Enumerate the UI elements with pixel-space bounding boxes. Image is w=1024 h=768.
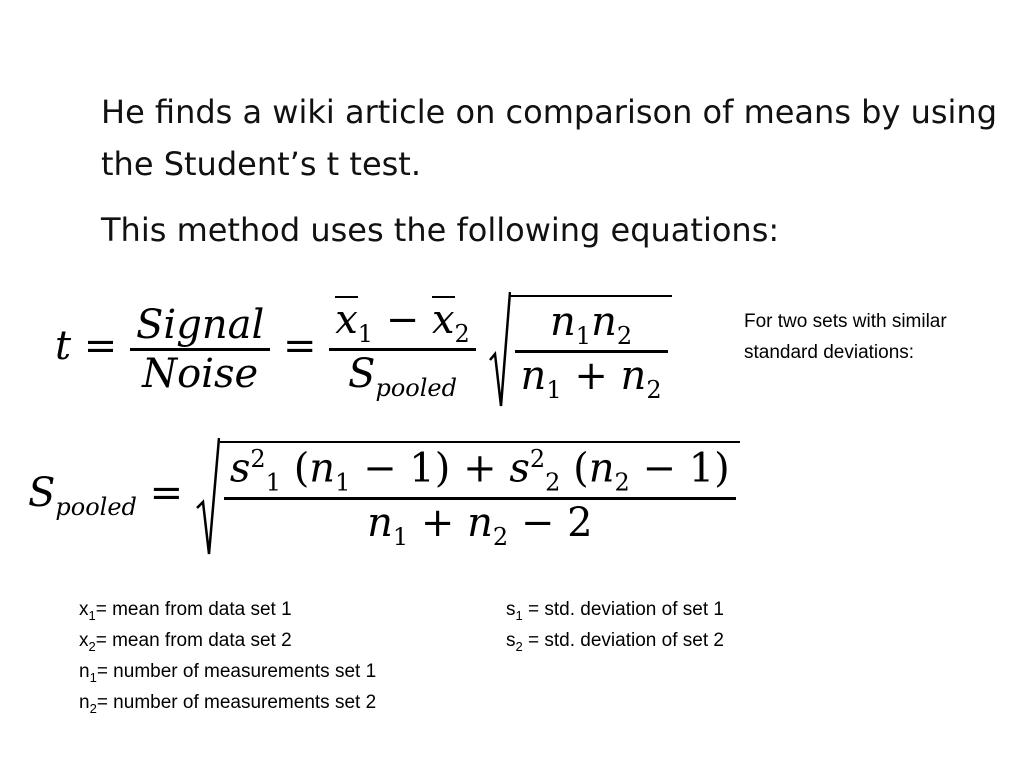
equals-sign: = — [83, 323, 118, 369]
n-fraction: $\frac{n_1n_2}{n_1 + n_2}$ — [515, 299, 668, 404]
noise-term: Noise — [142, 350, 259, 397]
variable-definitions-right — [506, 594, 724, 656]
sqrt-body — [511, 295, 672, 404]
equals-sign: = — [282, 323, 317, 369]
sqrt-term — [196, 436, 740, 556]
equals-sign: = — [149, 470, 184, 516]
mean-difference: $x_1 - x_2$ — [329, 296, 476, 351]
definition-item: $x_1=$ mean from data set 1 — [79, 599, 292, 623]
definition-item: $s_2$ = std. deviation of set 2 — [506, 630, 724, 654]
definition-item: $n_2=$ number of measurements set 2 — [79, 692, 377, 716]
x-bar: x — [335, 297, 358, 343]
sqrt-term — [489, 290, 672, 408]
t-symbol: t — [55, 323, 72, 369]
definition-item: $x_2=$ mean from data set 2 — [79, 630, 292, 654]
similar-std-note: For two sets with similar standard deviations: — [744, 311, 947, 363]
variable-definitions-left — [79, 594, 376, 718]
definition-item: $n_1=$ number of measurements set 1 — [79, 661, 377, 685]
t-test-equation — [55, 290, 672, 408]
equations-intro: This method uses the following equations: — [101, 211, 780, 249]
radical-sign — [489, 290, 511, 408]
x-bar: x — [431, 297, 455, 343]
signal-noise-fraction — [130, 302, 270, 397]
intro-paragraph: He finds a wiki article on comparison of means by using the Student’s t test. — [101, 93, 998, 183]
s-pooled-term: $S_{pooled}$ — [348, 351, 457, 402]
radical-sign — [196, 436, 220, 556]
signal-term: Signal — [130, 302, 270, 351]
mean-difference-fraction — [329, 296, 476, 402]
definition-item: $s_1$ = std. deviation of set 1 — [506, 599, 724, 623]
sqrt-body — [220, 441, 740, 550]
pooled-fraction: $s^2_1$ $(n_1 - 1) + s^2_2$ $(n_2 - 1)$ $n_1 + n_2 - 2$ — [224, 445, 736, 550]
s-pooled-equation: $S_{pooled}$ = $s^2_1$ $(n_1 - 1) + s^2_2$ $(n_2 - 1)$ $n_1 + n_2 - 2$ — [28, 436, 740, 556]
